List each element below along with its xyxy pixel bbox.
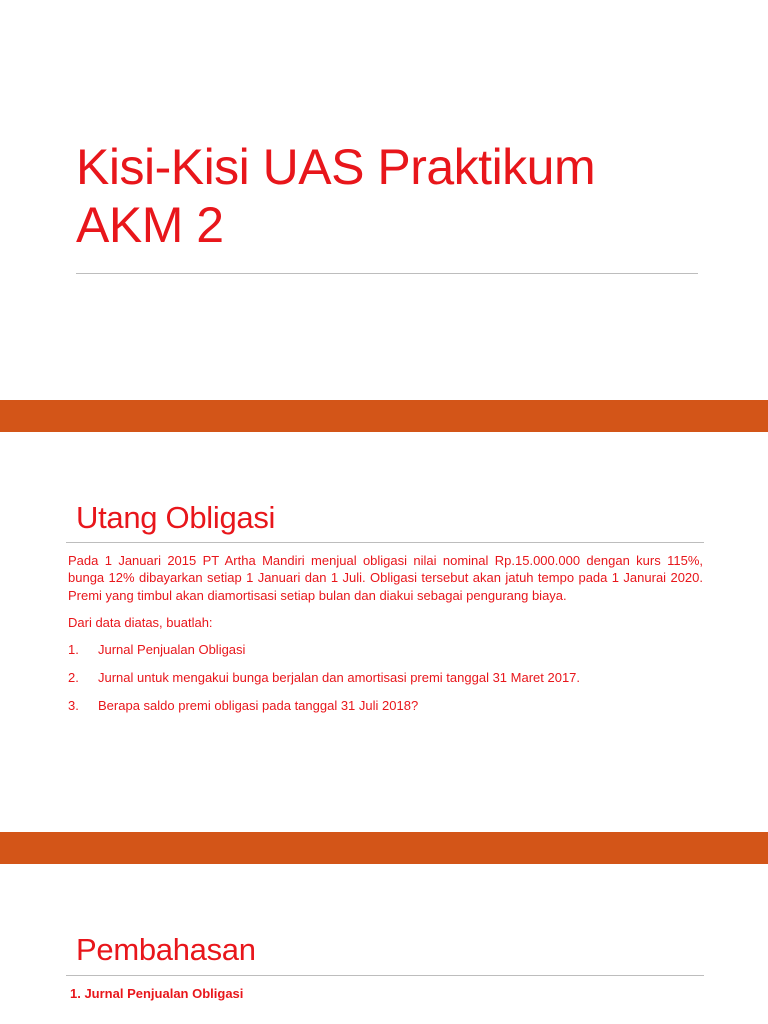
list-item-number: 1. bbox=[68, 642, 79, 658]
section-heading-utang-obligasi: Utang Obligasi bbox=[76, 500, 276, 535]
slide-body bbox=[68, 552, 703, 725]
section-divider bbox=[66, 975, 704, 976]
title-line-2: AKM 2 bbox=[76, 197, 224, 253]
list-item-text: Berapa saldo premi obligasi pada tanggal 31 Juli 2018? bbox=[98, 698, 419, 714]
slide-pembahasan bbox=[0, 864, 768, 1024]
section-heading-pembahasan: Pembahasan bbox=[76, 932, 256, 967]
title-divider bbox=[76, 273, 698, 274]
list-item bbox=[68, 697, 703, 714]
slide-separator-1 bbox=[0, 400, 768, 432]
slide-separator-2 bbox=[0, 832, 768, 864]
task-list bbox=[68, 641, 703, 714]
list-item-text: Jurnal untuk mengakui bunga berjalan dan amortisasi premi tanggal 31 Maret 2017. bbox=[98, 670, 581, 686]
title-line-1: Kisi-Kisi UAS Praktikum bbox=[76, 139, 596, 195]
slide-utang-obligasi bbox=[0, 432, 768, 832]
list-item-text: Jurnal Penjualan Obligasi bbox=[98, 642, 246, 658]
list-item-number: 3. bbox=[68, 698, 79, 714]
section-divider bbox=[66, 542, 704, 543]
problem-paragraph: Pada 1 Januari 2015 PT Artha Mandiri menjual obligasi nilai nominal Rp.15.000.000 dengan kurs 115%, bunga 12% dibayarkan setiap 1 Januari dan 1 Juli. Obligasi tersebut akan jatuh tempo pada 1 Janurai 2020. Premi yang timbul akan diamortisasi setiap bulan dan diakui sebagai pengurang biaya. bbox=[68, 553, 703, 603]
task-intro: Dari data diatas, buatlah: bbox=[68, 615, 213, 631]
list-item bbox=[68, 669, 703, 686]
page-title bbox=[76, 138, 595, 254]
list-item bbox=[68, 641, 703, 658]
subheading-jurnal-penjualan: 1. Jurnal Penjualan Obligasi bbox=[70, 986, 244, 1001]
slide-title bbox=[0, 0, 768, 400]
list-item-number: 2. bbox=[68, 670, 79, 686]
